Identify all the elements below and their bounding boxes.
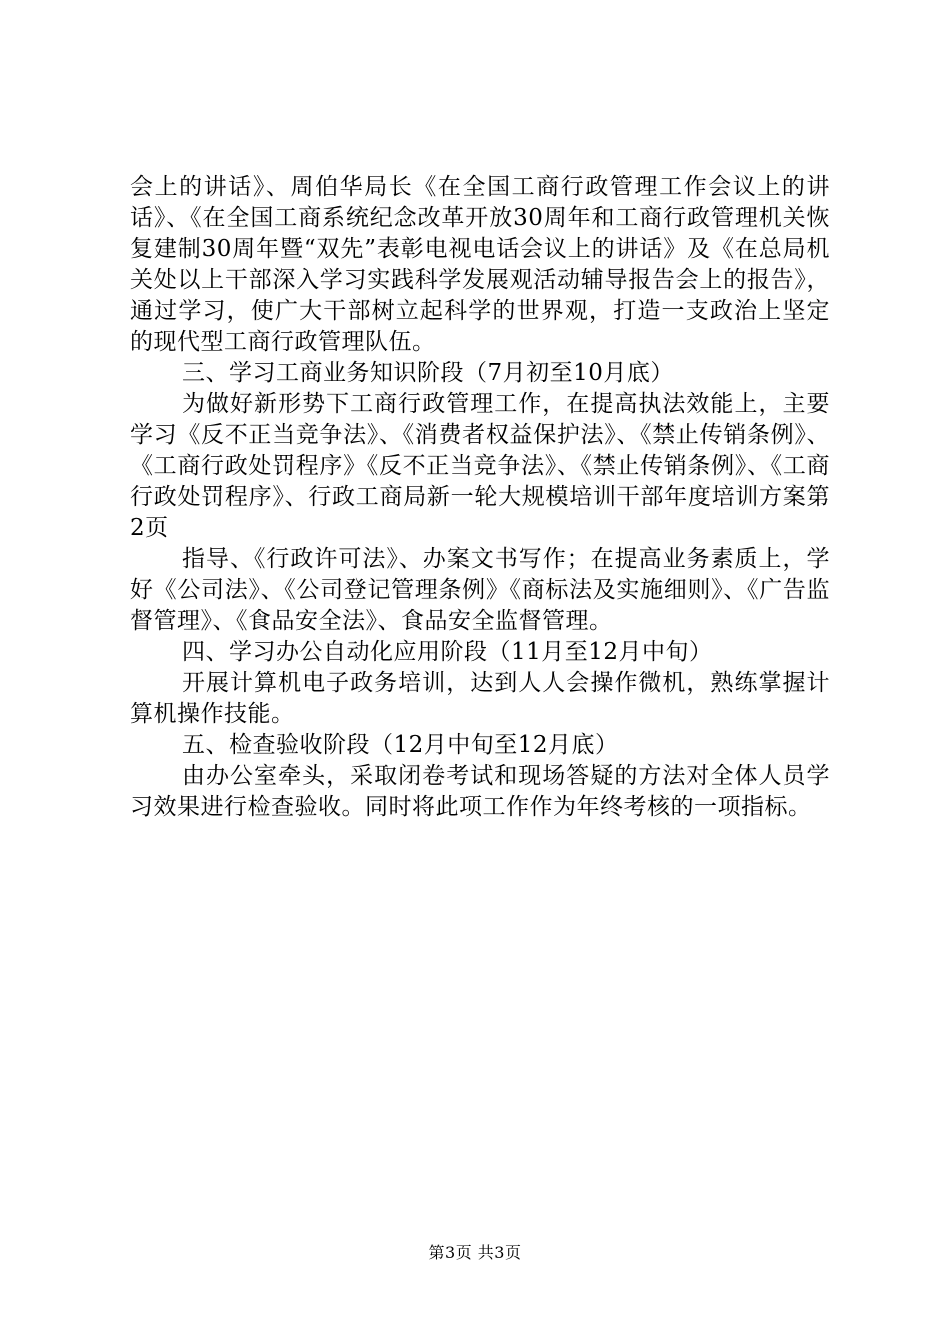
section-heading: 三、学习工商业务知识阶段（7月初至10月底） bbox=[182, 360, 674, 386]
page-footer: 第3页 共3页 bbox=[428, 1243, 522, 1262]
paragraph: 会上的讲话》、周伯华局长《在全国工商行政管理工作会议上的讲话》、《在全国工商系统纪念改革开放30周年和工商行政管理机关恢复建制30周年暨“双先”表彰电视电话会议上的讲话》及《在总局机关处以上干部深入学习实践科学发展观活动辅导报告会上的报告》，通过学习，使广大干部树立起科学的世界观，打造一支政治上坚定的现代型工商行政管理队伍。 bbox=[130, 174, 830, 355]
paragraph: 指导、《行政许可法》、办案文书写作；在提高业务素质上，学好《公司法》、《公司登记管理条例》《商标法及实施细则》、《广告监督管理》、《食品安全法》、食品安全监督管理。 bbox=[130, 546, 830, 634]
section-heading: 四、学习办公自动化应用阶段（11月至12月中旬） bbox=[182, 639, 713, 665]
paragraph: 为做好新形势下工商行政管理工作，在提高执法效能上，主要学习《反不正当竞争法》、《消费者权益保护法》、《禁止传销条例》、《工商行政处罚程序》《反不正当竞争法》、《禁止传销条例》、《工商行政处罚程序》、行政工商局新一轮大规模培训干部年度培训方案第2页 bbox=[130, 391, 830, 541]
document-body bbox=[130, 172, 830, 823]
section-heading: 五、检查验收阶段（12月中旬至12月底） bbox=[182, 732, 619, 758]
paragraph: 开展计算机电子政务培训，达到人人会操作微机，熟练掌握计算机操作技能。 bbox=[130, 670, 830, 727]
paragraph: 由办公室牵头，采取闭卷考试和现场答疑的方法对全体人员学习效果进行检查验收。同时将此项工作作为年终考核的一项指标。 bbox=[130, 763, 830, 820]
